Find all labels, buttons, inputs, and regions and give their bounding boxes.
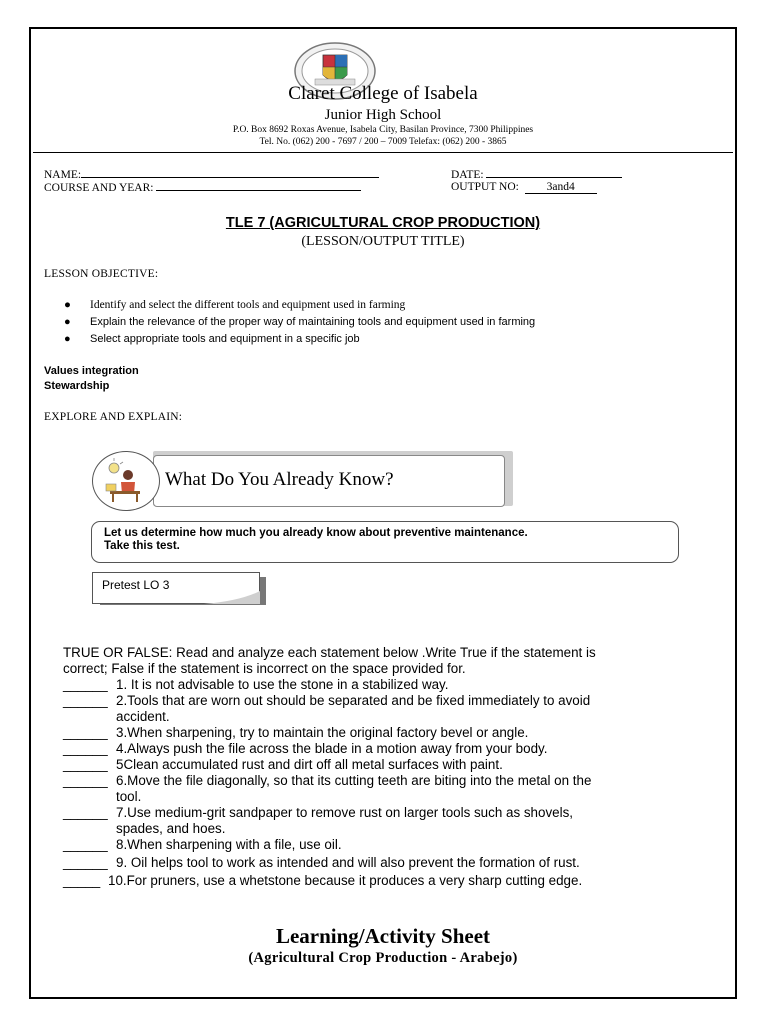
note-line: Take this test.	[104, 540, 180, 552]
subject-title: TLE 7 (AGRICULTURAL CROP PRODUCTION)	[225, 215, 541, 231]
lesson-output-title: (LESSON/OUTPUT TITLE)	[301, 234, 465, 249]
school-name: Claret College of Isabela	[288, 83, 478, 104]
answer-blank[interactable]: ______	[63, 805, 108, 820]
answer-blank[interactable]: ______	[63, 725, 108, 740]
test-item: ______ 1. It is not advisable to use the stone in a stabilized way.	[63, 677, 449, 692]
bullet-icon: ●	[64, 316, 71, 328]
school-address: P.O. Box 8692 Roxas Avenue, Isabela City, Basilan Province, 7300 Philippines	[232, 125, 534, 135]
answer-blank[interactable]: ______	[63, 693, 108, 708]
answer-blank[interactable]: ______	[63, 855, 108, 870]
banner-title: What Do You Already Know?	[165, 469, 394, 490]
answer-blank[interactable]: ______	[63, 677, 108, 692]
course-label: COURSE AND YEAR:	[44, 182, 154, 194]
test-item-continued: accident.	[116, 709, 170, 724]
test-item: ______ 9. Oil helps tool to work as intended and will also prevent the formation of rust.	[63, 855, 580, 870]
note-line: Let us determine how much you already know about preventive maintenance.	[104, 527, 528, 539]
answer-blank[interactable]: ______	[63, 837, 108, 852]
test-item-continued: spades, and hoes.	[116, 821, 226, 836]
course-field	[44, 181, 361, 194]
page-curl-icon	[200, 589, 262, 605]
pretest-label: Pretest LO 3	[102, 578, 170, 592]
test-item: ______ 5Clean accumulated rust and dirt off all metal surfaces with paint.	[63, 757, 503, 772]
answer-blank[interactable]: ______	[63, 757, 108, 772]
bullet-icon: ●	[64, 299, 71, 311]
output-field	[451, 181, 597, 194]
output-label: OUTPUT NO:	[451, 181, 519, 193]
bullet-icon: ●	[64, 333, 71, 345]
date-blank[interactable]	[486, 168, 622, 178]
sheet-subtitle: (Agricultural Crop Production - Arabejo)	[248, 950, 518, 966]
answer-blank[interactable]: _____	[63, 873, 101, 888]
objective-item: ● Explain the relevance of the proper way of maintaining tools and equipment used in farming	[64, 316, 536, 328]
date-label: DATE:	[451, 169, 484, 181]
objective-heading: LESSON OBJECTIVE:	[44, 268, 159, 280]
student-thinking-icon	[100, 458, 150, 504]
course-blank[interactable]	[156, 181, 361, 191]
header-divider	[33, 152, 733, 153]
test-item: _____ 10.For pruners, use a whetstone because it produces a very sharp cutting edge.	[63, 873, 583, 888]
name-field	[44, 168, 379, 181]
answer-blank[interactable]: ______	[63, 773, 108, 788]
values-item: Stewardship	[44, 380, 110, 392]
test-item: ______ 2.Tools that are worn out should be separated and be fixed immediately to avoid	[63, 693, 591, 708]
test-instructions: TRUE OR FALSE: Read and analyze each statement below .Write True if the statement is	[63, 645, 596, 660]
test-instructions: correct; False if the statement is incorrect on the space provided for.	[63, 661, 466, 676]
test-item: ______ 6.Move the file diagonally, so that its cutting teeth are biting into the metal on the	[63, 773, 592, 788]
test-item: ______ 3.When sharpening, try to maintain the original factory bevel or angle.	[63, 725, 529, 740]
test-item: ______ 4.Always push the file across the blade in a motion away from your body.	[63, 741, 548, 756]
values-heading: Values integration	[44, 365, 139, 377]
test-item: ______ 8.When sharpening with a file, use oil.	[63, 837, 342, 852]
answer-blank[interactable]: ______	[63, 741, 108, 756]
date-field	[451, 168, 622, 181]
sheet-title: Learning/Activity Sheet	[275, 924, 491, 948]
name-label: NAME:	[44, 169, 82, 181]
test-item: ______ 7.Use medium-grit sandpaper to remove rust on larger tools such as shovels,	[63, 805, 573, 820]
output-value[interactable]: 3and4	[525, 182, 597, 194]
objective-item: ● Identify and select the different tools and equipment used in farming	[64, 299, 406, 311]
explore-heading: EXPLORE AND EXPLAIN:	[44, 411, 183, 423]
name-blank[interactable]	[81, 168, 379, 178]
test-item-continued: tool.	[116, 789, 142, 804]
school-contact: Tel. No. (062) 200 - 7697 / 200 – 7009 Telefax: (062) 200 - 3865	[259, 137, 507, 147]
school-division: Junior High School	[324, 107, 442, 123]
objective-item: ● Select appropriate tools and equipment in a specific job	[64, 333, 360, 345]
